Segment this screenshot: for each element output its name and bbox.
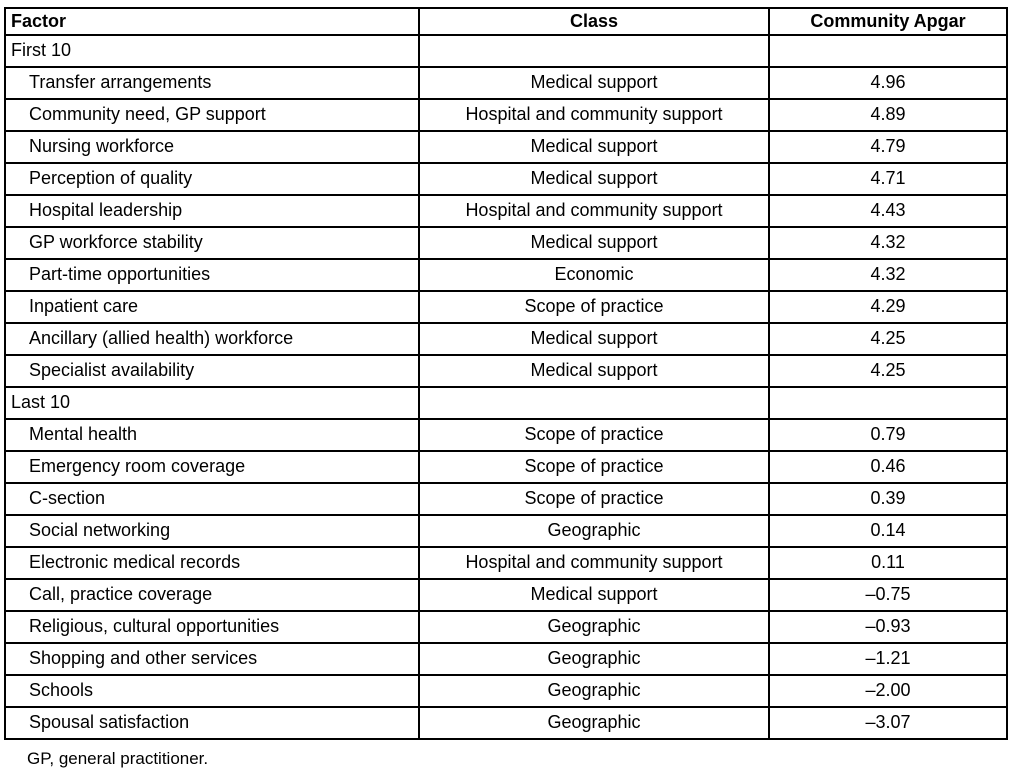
table-row bbox=[5, 547, 1007, 579]
table-row bbox=[5, 515, 1007, 547]
column-header-factor: Factor bbox=[5, 8, 419, 35]
class-cell: Geographic bbox=[419, 515, 769, 547]
apgar-cell: 4.79 bbox=[769, 131, 1007, 163]
class-cell: Geographic bbox=[419, 643, 769, 675]
section-label: First 10 bbox=[5, 35, 419, 67]
class-cell: Geographic bbox=[419, 611, 769, 643]
factor-cell: Inpatient care bbox=[5, 291, 419, 323]
factor-cell: Emergency room coverage bbox=[5, 451, 419, 483]
factor-cell: Schools bbox=[5, 675, 419, 707]
class-cell: Scope of practice bbox=[419, 483, 769, 515]
section-row bbox=[5, 387, 1007, 419]
community-apgar-table bbox=[4, 7, 1008, 740]
class-cell: Geographic bbox=[419, 675, 769, 707]
apgar-cell: 4.25 bbox=[769, 323, 1007, 355]
table-row bbox=[5, 291, 1007, 323]
factor-cell: Community need, GP support bbox=[5, 99, 419, 131]
factor-cell: Transfer arrangements bbox=[5, 67, 419, 99]
apgar-cell: 0.46 bbox=[769, 451, 1007, 483]
class-cell: Scope of practice bbox=[419, 291, 769, 323]
class-cell: Medical support bbox=[419, 355, 769, 387]
class-cell: Hospital and community support bbox=[419, 99, 769, 131]
class-cell: Medical support bbox=[419, 163, 769, 195]
factor-cell: C-section bbox=[5, 483, 419, 515]
table-footnote: GP, general practitioner. bbox=[27, 749, 209, 768]
table-row bbox=[5, 259, 1007, 291]
factor-cell: Shopping and other services bbox=[5, 643, 419, 675]
apgar-cell: 4.32 bbox=[769, 227, 1007, 259]
table-row bbox=[5, 195, 1007, 227]
section-label: Last 10 bbox=[5, 387, 419, 419]
factor-cell: Mental health bbox=[5, 419, 419, 451]
apgar-cell: –3.07 bbox=[769, 707, 1007, 739]
table-row bbox=[5, 227, 1007, 259]
apgar-cell: 0.39 bbox=[769, 483, 1007, 515]
table-row bbox=[5, 131, 1007, 163]
table-row bbox=[5, 611, 1007, 643]
apgar-cell: 4.43 bbox=[769, 195, 1007, 227]
factor-cell: Perception of quality bbox=[5, 163, 419, 195]
apgar-cell: –0.75 bbox=[769, 579, 1007, 611]
table-row bbox=[5, 707, 1007, 739]
factor-cell: Ancillary (allied health) workforce bbox=[5, 323, 419, 355]
table-row bbox=[5, 419, 1007, 451]
factor-cell: Electronic medical records bbox=[5, 547, 419, 579]
table-row bbox=[5, 99, 1007, 131]
empty-cell bbox=[419, 387, 769, 419]
empty-cell bbox=[769, 35, 1007, 67]
apgar-cell: –0.93 bbox=[769, 611, 1007, 643]
factor-cell: Part-time opportunities bbox=[5, 259, 419, 291]
empty-cell bbox=[769, 387, 1007, 419]
apgar-cell: 0.14 bbox=[769, 515, 1007, 547]
column-header-community-apgar: Community Apgar bbox=[769, 8, 1007, 35]
class-cell: Medical support bbox=[419, 131, 769, 163]
class-cell: Hospital and community support bbox=[419, 195, 769, 227]
table-row bbox=[5, 355, 1007, 387]
apgar-cell: –2.00 bbox=[769, 675, 1007, 707]
factor-cell: GP workforce stability bbox=[5, 227, 419, 259]
class-cell: Medical support bbox=[419, 67, 769, 99]
table-row bbox=[5, 323, 1007, 355]
table-row bbox=[5, 643, 1007, 675]
apgar-cell: 0.79 bbox=[769, 419, 1007, 451]
apgar-cell: 4.29 bbox=[769, 291, 1007, 323]
apgar-cell: –1.21 bbox=[769, 643, 1007, 675]
class-cell: Scope of practice bbox=[419, 419, 769, 451]
table-row bbox=[5, 163, 1007, 195]
apgar-cell: 4.96 bbox=[769, 67, 1007, 99]
class-cell: Geographic bbox=[419, 707, 769, 739]
column-header-class: Class bbox=[419, 8, 769, 35]
table-row bbox=[5, 67, 1007, 99]
class-cell: Medical support bbox=[419, 227, 769, 259]
table-body bbox=[5, 35, 1007, 739]
table-row bbox=[5, 451, 1007, 483]
factor-cell: Spousal satisfaction bbox=[5, 707, 419, 739]
factor-cell: Hospital leadership bbox=[5, 195, 419, 227]
factor-cell: Religious, cultural opportunities bbox=[5, 611, 419, 643]
apgar-cell: 4.71 bbox=[769, 163, 1007, 195]
factor-cell: Call, practice coverage bbox=[5, 579, 419, 611]
table-row bbox=[5, 483, 1007, 515]
table-row bbox=[5, 675, 1007, 707]
factor-cell: Specialist availability bbox=[5, 355, 419, 387]
class-cell: Medical support bbox=[419, 323, 769, 355]
factor-cell: Social networking bbox=[5, 515, 419, 547]
apgar-cell: 4.89 bbox=[769, 99, 1007, 131]
header-row bbox=[5, 8, 1007, 35]
class-cell: Hospital and community support bbox=[419, 547, 769, 579]
class-cell: Medical support bbox=[419, 579, 769, 611]
empty-cell bbox=[419, 35, 769, 67]
class-cell: Economic bbox=[419, 259, 769, 291]
section-row bbox=[5, 35, 1007, 67]
class-cell: Scope of practice bbox=[419, 451, 769, 483]
table-row bbox=[5, 579, 1007, 611]
factor-cell: Nursing workforce bbox=[5, 131, 419, 163]
apgar-cell: 4.32 bbox=[769, 259, 1007, 291]
apgar-cell: 4.25 bbox=[769, 355, 1007, 387]
apgar-cell: 0.11 bbox=[769, 547, 1007, 579]
